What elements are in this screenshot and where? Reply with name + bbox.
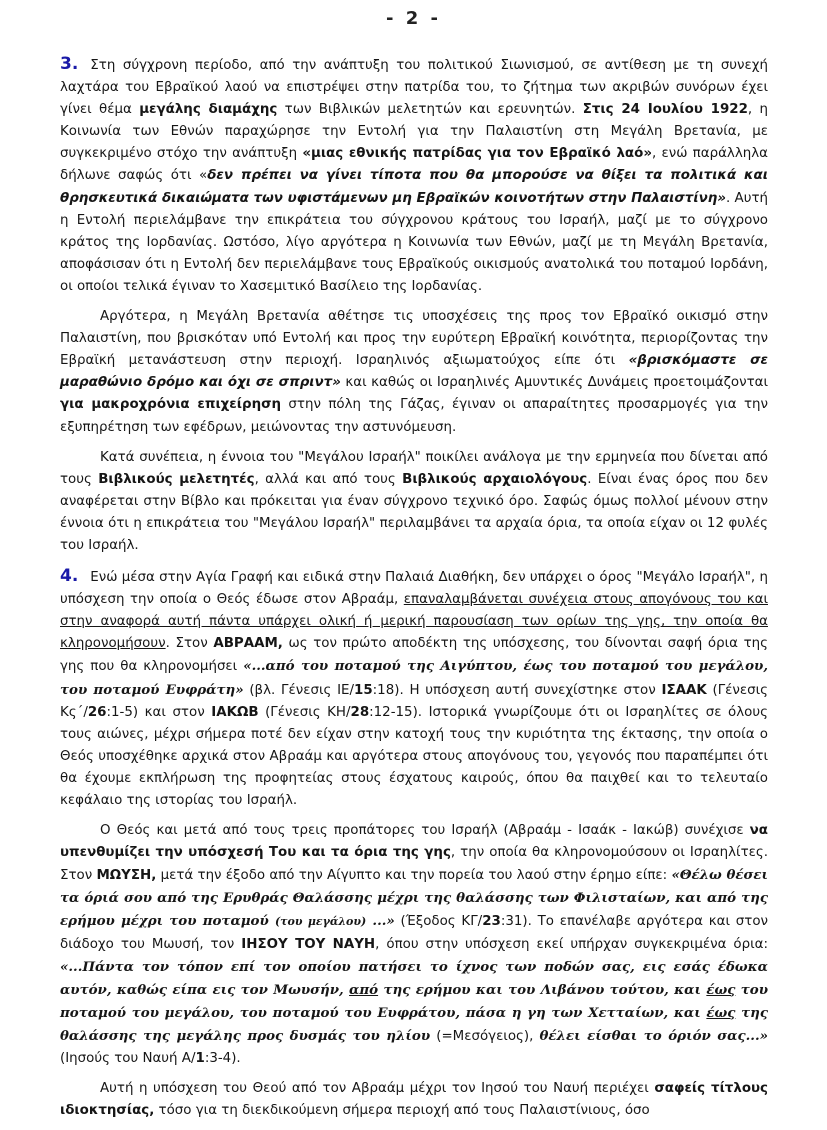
section-3-paragraph-1: 3. Στη σύγχρονη περίοδο, από την ανάπτυξη του πολιτικού Σιωνισμού, σε αντίθεση με τη συνεχή λαχτάρα του Εβραϊκού λαού να επιστρέψει στην πατρίδα του, το ζήτημα των ακριβών συνόρων έχει γίνει θέμα μεγάλης διαμάχης των Βιβλικών μελετητών και ερευνητών. Στις 24 Ιουλίου 1922, η Κοινωνία των Εθνών παραχώρησε την Εντολή για την Παλαιστίνη στη Μεγάλη Βρετανία, με συγκεκριμένο στόχο την ανάπτυξη «μιας εθνικής πατρίδας για τον Εβραϊκό λαό», ενώ παράλληλα δήλωνε σαφώς ότι «δεν πρέπει να γίνει τίποτα που θα μπορούσε να θίξει τα πολιτικά και θρησκευτικά δικαιώματα των υφιστάμενων μη Εβραϊκών κοινοτήτων στην Παλαιστίνη». Αυτή η Εντολή περιελάμβανε την επικράτεια του σύγχρονου κράτους του Ισραήλ, μαζί με το σύγχρονο κράτος της Ιορδανίας. Ωστόσο, λίγο αργότερα η Κοινωνία των Εθνών, μαζί με τη Μεγάλη Βρετανία, αποφάσισαν ότι η Εντολή δεν περιελάμβανε τους Εβραϊκούς οικισμούς ανατολικά του ποταμού Ιορδάνη, οι οποίοι τελικά έγιναν το Χασεμιτικό Βασίλειο της Ιορδανίας. <box>60 54 769 294</box>
section-4-paragraph-3: Αυτή η υπόσχεση του Θεού από τον Αβραάμ μέχρι τον Ιησού του Ναυή περιέχει σαφείς τίτλους ιδιοκτησίας, τόσο για τη διεκδικούμενη σήμερα περιοχή από τους Παλαιστίνιους, όσο <box>60 1081 768 1119</box>
section-number-3: 3. <box>60 54 79 74</box>
section-3-paragraph-2: Αργότερα, η Μεγάλη Βρετανία αθέτησε τις υποσχέσεις της προς τον Εβραϊκό οικισμό στην Παλαιστίνη, που βρισκόταν υπό Εντολή και προς την ευρύτερη Εβραϊκή κοινότητα, περιορίζοντας την Εβραϊκή μετανάστευση στην περιοχή. Ισραηλινός αξιωματούχος είπε ότι «βρισκόμαστε σε μαραθώνιο δρόμο και όχι σε σπριντ» και καθώς οι Ισραηλινές Αμυντικές Δυνάμεις προετοιμάζονται για μακροχρόνια επιχείρηση στην πόλη της Γάζας, έγιναν οι απαραίτητες προσαρμογές για την εξυπηρέτηση των εφέδρων, μειώνοντας την αστυνόμευση. <box>60 309 769 435</box>
page-number: - 2 - <box>386 8 441 29</box>
document-body <box>60 45 768 1130</box>
scripture-quote: «...από του ποταμού της Αιγύπτου, έως του ποταμού του μεγάλου, του ποταμού Ευφράτη» <box>60 658 769 698</box>
section-3-paragraph-3: Κατά συνέπεια, η έννοια του "Μεγάλου Ισραήλ" ποικίλει ανάλογα με την ερμηνεία που δίνεται από τους Βιβλικούς μελετητές, αλλά και από τους Βιβλικούς αρχαιολόγους. Είναι ένας όρος που δεν αναφέρεται στην Βίβλο και πρόκειται για έναν σύγχρονο τεχνικό όρο. Σαφώς όμως πολλοί μένουν στην έννοια ότι η επικράτεια του "Μεγάλου Ισραήλ" περιλαμβάνει τα αρχαία όρια, τα οποία είχαν οι 12 φυλές του Ισραήλ. <box>60 449 768 553</box>
scripture-quote: «Θέλω θέσει τα όριά σου από της Ερυθράς Θαλάσσης μέχρι της θαλάσσης των Φιλισταίων, και από της ερήμου μέχρι του ποταμού <box>60 867 769 930</box>
section-4-paragraph-2: Ο Θεός και μετά από τους τρεις προπάτορες του Ισραήλ (Αβραάμ - Ισαάκ - Ιακώβ) συνέχισε να υπενθυμίζει την υπόσχεσή Του και τα όρια της γης, την οποία θα κληρονομούσουν οι Ισραηλίτες. Στον ΜΩΥΣΗ, μετά την έξοδο από την Αίγυπτο και την πορεία του λαού στην έρημο είπε: «Θέλω θέσει τα όριά σου από της Ερυθράς Θαλάσσης μέχρι της θαλάσσης των Φιλισταίων, και από της ερήμου μέχρι του ποταμού (του μεγάλου) ...» (Έξοδος ΚΓ/23:31). Το επανέλαβε αργότερα και στον διάδοχο του Μωυσή, τον ΙΗΣΟΥ ΤΟΥ ΝΑΥΗ, όπου στην υπόσχεση εκεί υπήρχαν συγκεκριμένα όρια: «...Πάντα τον τόπον επί τον οποίου πατήσει το ίχνος των ποδών σας, εις εσάς έδωκα αυτόν, καθώς είπα εις τον Μωυσήν, από της ερήμου και του Λιβάνου τούτου, και έως του ποταμού του μεγάλου, του ποταμού του Ευφράτου, πάσα η γη των Χετταίων, και έως της θαλάσσης της μεγάλης προς δυσμάς του ηλίου (=Μεσόγειος), θέλει είσθαι το όριόν σας...» (Ιησούς του Ναυή Α/1:3-4). <box>60 823 769 1067</box>
section-number-4: 4. <box>60 566 79 587</box>
section-4-paragraph-1: 4. Ενώ μέσα στην Αγία Γραφή και ειδικά στην Παλαιά Διαθήκη, δεν υπάρχει ο όρος "Μεγάλο Ισραήλ", η υπόσχεση την οποία ο Θεός έδωσε στον Αβραάμ, επαναλαμβάνεται συνέχεια στους απογόνους του και στην αναφορά αυτή πάντα υπάρχει ολική ή μερική παρουσίαση των ορίων της γης, την οποία θα κληρονομήσουν. Στον ΑΒΡΑΑΜ, ως τον πρώτο αποδέκτη της υπόσχεσης, του δίνονται σαφή όρια της γης που θα κληρονομήσει «...από του ποταμού της Αιγύπτου, έως του ποταμού του μεγάλου, του ποταμού Ευφράτη» (βλ. Γένεσις ΙΕ/15:18). Η υπόσχεση αυτή συνεχίστηκε στον ΙΣΑΑΚ (Γένεσις Κς΄/26:1-5) και στον ΙΑΚΩΒ (Γένεσις ΚΗ/28:12-15). Ιστορικά γνωρίζουμε ότι οι Ισραηλίτες σε όλους τους αιώνες, μέχρι σήμερα ποτέ δεν είχαν στην κατοχή τους την κυριότητα της έκτασης, την οποία ο Θεός υποσχέθηκε αρχικά στον Αβραάμ και αργότερα στους απογόνους του, γεγονός που παραπέμπει ότι θα έχουμε εκπλήρωση της προφητείας στους έσχατους καιρούς, όπου θα παιχθεί και το τελευταίο κεφάλαιο της ιστορίας του Ισραήλ. <box>60 566 769 808</box>
scripture-quote: «...Πάντα τον τόπον επί τον οποίου πατήσει το ίχνος των ποδών σας, εις εσάς έδωκα αυτόν, καθώς είπα εις τον Μωυσήν, <box>60 958 768 998</box>
